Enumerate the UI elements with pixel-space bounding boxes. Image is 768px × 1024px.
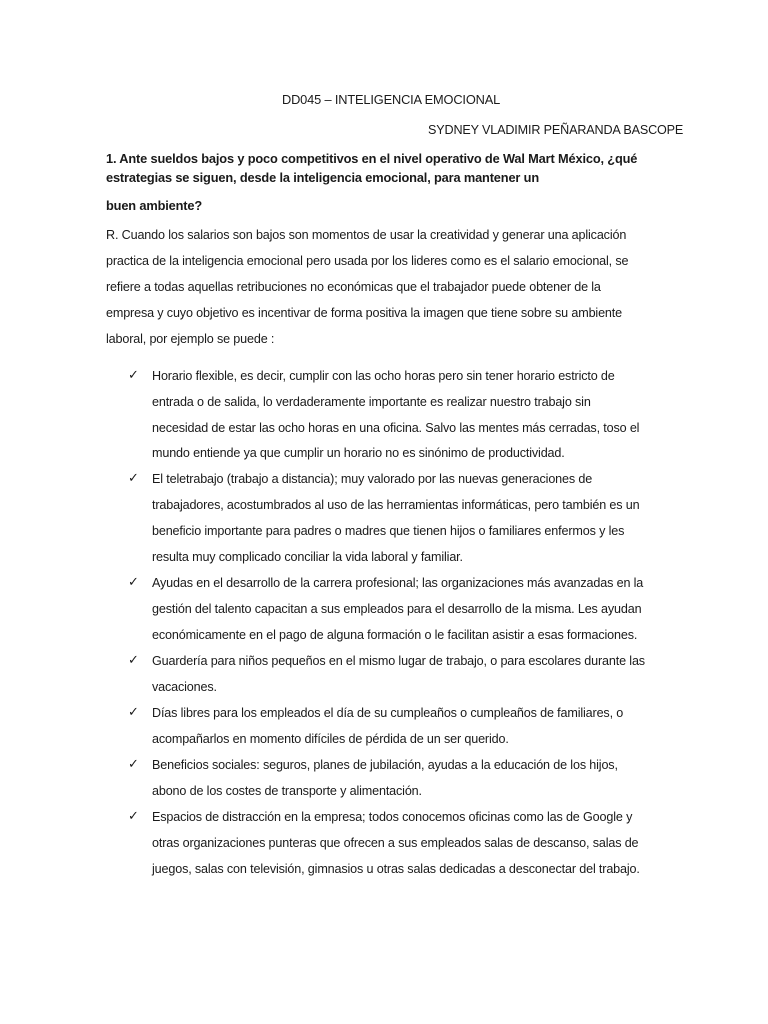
answer-line: empresa y cuyo objetivo es incentivar de forma positiva la imagen que tiene sobre su ambiente	[106, 306, 622, 320]
list-item-line: Horario flexible, es decir, cumplir con las ocho horas pero sin tener horario estricto de	[152, 369, 615, 383]
answer-line: laboral, por ejemplo se puede :	[106, 332, 275, 346]
checkmark-icon: ✓	[128, 652, 139, 667]
checkmark-icon: ✓	[128, 756, 139, 771]
list-item-line: trabajadores, acostumbrados al uso de las herramientas informáticas, pero también es un	[152, 498, 640, 512]
list-item-line: abono de los costes de transporte y alimentación.	[152, 784, 422, 798]
list-item-line: juegos, salas con televisión, gimnasios u otras salas dedicadas a desconectar del trabajo.	[152, 862, 640, 876]
list-item-line: necesidad de estar las ocho horas en una oficina. Salvo las mentes más cerradas, toso el	[152, 421, 640, 435]
answer-line: refiere a todas aquellas retribuciones no económicas que el trabajador puede obtener de la	[106, 280, 601, 294]
list-item-line: Guardería para niños pequeños en el mismo lugar de trabajo, o para escolares durante las	[152, 654, 645, 668]
list-item-line: entrada o de salida, lo verdaderamente importante es realizar nuestro trabajo sin	[152, 395, 591, 409]
document-title: DD045 – INTELIGENCIA EMOCIONAL	[282, 92, 501, 107]
document-author: SYDNEY VLADIMIR PEÑARANDA BASCOPE	[428, 123, 684, 137]
list-item-line: El teletrabajo (trabajo a distancia); muy valorado por las nuevas generaciones de	[152, 472, 593, 486]
list-item-line: Espacios de distracción en la empresa; todos conocemos oficinas como las de Google y	[152, 810, 633, 824]
list-item-line: acompañarlos en momento difíciles de pérdida de un ser querido.	[152, 732, 509, 746]
checkmark-icon: ✓	[128, 574, 139, 589]
checkmark-icon: ✓	[128, 808, 139, 823]
answer-line: R. Cuando los salarios son bajos son momentos de usar la creatividad y generar una aplicación	[106, 228, 627, 242]
checkmark-icon: ✓	[128, 704, 139, 719]
list-item-line: Ayudas en el desarrollo de la carrera profesional; las organizaciones más avanzadas en la	[152, 576, 644, 590]
checkmark-icon: ✓	[128, 367, 139, 382]
question-line: 1. Ante sueldos bajos y poco competitivos en el nivel operativo de Wal Mart México, ¿qué	[106, 151, 638, 166]
checkmark-icon: ✓	[128, 470, 139, 485]
list-item-line: resulta muy complicado conciliar la vida laboral y familiar.	[152, 550, 463, 564]
list-item-line: Días libres para los empleados el día de su cumpleaños o cumpleaños de familiares, o	[152, 706, 624, 720]
list-item-line: otras organizaciones punteras que ofrecen a sus empleados salas de descanso, salas de	[152, 836, 639, 850]
answer-line: practica de la inteligencia emocional pero usada por los lideres como es el salario emocional, se	[106, 254, 629, 268]
list-item-line: mundo entiende ya que cumplir un horario no es sinónimo de productividad.	[152, 446, 565, 460]
question-line: estrategias se siguen, desde la inteligencia emocional, para mantener un	[106, 170, 539, 185]
list-item-line: económicamente en el pago de alguna formación o le facilitan asistir a esas formaciones.	[152, 628, 638, 642]
list-item-line: vacaciones.	[152, 680, 217, 694]
list-item-line: beneficio importante para padres o madres que tienen hijos o familiares enfermos y les	[152, 524, 625, 538]
question-line: buen ambiente?	[106, 198, 203, 213]
list-item-line: gestión del talento capacitan a sus empleados para el desarrollo de la misma. Les ayudan	[152, 602, 642, 616]
list-item-line: Beneficios sociales: seguros, planes de jubilación, ayudas a la educación de los hijos,	[152, 758, 618, 772]
